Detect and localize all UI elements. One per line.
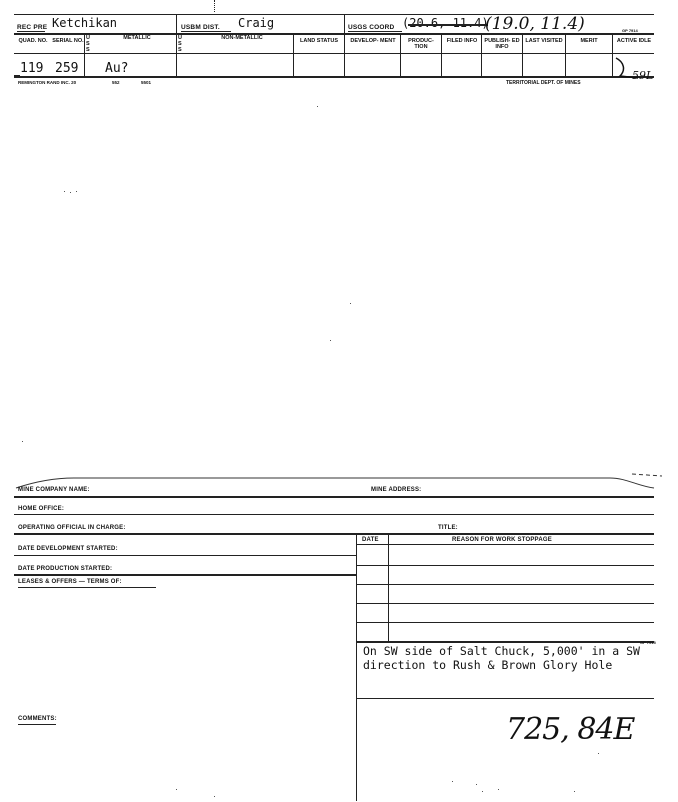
row-rule (14, 555, 356, 556)
comments-underline (18, 724, 56, 725)
title-label: TITLE: (438, 525, 458, 531)
col-sep (293, 33, 294, 76)
record-serial-no: 259 (55, 61, 79, 76)
registration-tick (214, 0, 215, 12)
record-active-idle-mark: 59L (632, 69, 654, 82)
label-underline (17, 31, 45, 32)
col-sep (84, 33, 85, 76)
col-metallic: METALLIC (123, 35, 151, 41)
scan-speck (452, 781, 453, 782)
stoppage-row (356, 641, 654, 643)
col-non-metallic: NON-METALLIC (221, 35, 263, 41)
usgs-coord-label: USGS COORD (348, 24, 395, 31)
rec-pre-label: REC PRE (17, 24, 48, 31)
col-uss-left: U S S (86, 35, 90, 53)
scan-speck (330, 340, 331, 341)
date-development-label: DATE DEVELOPMENT STARTED: (18, 546, 118, 552)
printer-code-1: 552 (112, 80, 120, 85)
col-sep (481, 33, 482, 76)
scan-speck (176, 789, 177, 790)
scan-speck (498, 789, 499, 790)
lower-col-sep (356, 533, 357, 801)
handwritten-coordinate: 725, 84E (506, 712, 635, 747)
mine-company-name-label: MINE COMPANY NAME: (18, 487, 90, 493)
usgs-coord-corrected: (19.0, 11.4) (485, 14, 585, 34)
operating-official-label: OPERATING OFFICIAL IN CHARGE: (18, 525, 126, 531)
card-top-edge (14, 468, 664, 492)
scan-speck (598, 753, 599, 754)
stoppage-row (356, 603, 654, 604)
scan-speck (317, 106, 318, 107)
stoppage-date-header: DATE (362, 537, 379, 543)
record-quad-no: 119 (20, 61, 44, 76)
stoppage-reason-header: REASON FOR WORK STOPPAGE (452, 537, 552, 543)
printer-credit: REMINGTON RAND INC. 20 (18, 80, 77, 85)
leases-underline (18, 587, 156, 588)
scan-speck (22, 441, 23, 442)
scan-speck (214, 796, 215, 797)
col-active-idle: ACTIVE IDLE (616, 38, 652, 44)
row-rule (14, 514, 654, 515)
row-rule (14, 574, 356, 576)
label-underline (348, 31, 402, 32)
location-line-1: On SW side of Salt Chuck, 5,000' in a SW (363, 644, 640, 658)
stoppage-row (356, 565, 654, 566)
usbm-dist-label: USBM DIST. (181, 24, 220, 31)
leases-label: LEASES & OFFERS — TERMS OF: (18, 579, 122, 585)
record-bottom-rule (14, 76, 654, 78)
record-underline (14, 75, 20, 77)
column-header-rule (14, 53, 654, 54)
col-uss-right: U S S (178, 35, 182, 53)
printer-code-2: 5501 (141, 80, 152, 85)
col-production: PRODUC- TION (408, 38, 434, 50)
col-sep (400, 33, 401, 76)
stoppage-row (356, 584, 654, 585)
location-line-2: direction to Rush & Brown Glory Hole (363, 658, 613, 672)
scan-speck (76, 191, 77, 192)
scan-speck (70, 192, 71, 193)
row-rule (14, 533, 654, 535)
home-office-label: HOME OFFICE: (18, 506, 65, 512)
form-number: GP 7914 (622, 28, 638, 33)
record-metallic: Au? (105, 61, 129, 76)
stoppage-header-rule (356, 544, 654, 545)
scan-speck (476, 784, 477, 785)
usbm-dist-value: Craig (238, 16, 275, 30)
col-merit: MERIT (580, 38, 598, 44)
date-production-label: DATE PRODUCTION STARTED: (18, 566, 113, 572)
scan-speck (482, 791, 483, 792)
agency-name: TERRITORIAL DEPT. OF MINES (506, 80, 581, 86)
scan-speck (350, 303, 351, 304)
col-land-status: LAND STATUS (300, 38, 338, 44)
col-sep (344, 14, 345, 76)
col-development: DEVELOP- MENT (350, 38, 396, 44)
col-sep (441, 33, 442, 76)
rec-pre-value: Ketchikan (52, 16, 118, 30)
scan-speck (574, 791, 575, 792)
comments-label: COMMENTS: (18, 716, 57, 722)
col-sep (565, 33, 566, 76)
lower-form-number: GP 7915 (640, 640, 656, 645)
scan-speck (64, 191, 65, 192)
col-filed-info: FILED INFO (446, 38, 478, 44)
col-published-info: PUBLISH- ED INFO (484, 38, 520, 50)
row-rule (14, 496, 654, 498)
comments-divider (356, 698, 654, 699)
col-sep (176, 14, 177, 76)
coord-strikeout (408, 24, 488, 26)
col-serial-no: SERIAL NO. (52, 38, 84, 44)
usgs-coord-value: (20.6, 11.4) (402, 16, 489, 30)
col-quad-no: QUAD. NO. (18, 38, 48, 44)
date-col-sep (388, 533, 389, 641)
col-last-visited: LAST VISITED (525, 38, 563, 44)
check-mark-icon (610, 56, 640, 80)
label-underline (181, 31, 231, 32)
col-sep (522, 33, 523, 76)
mine-address-label: MINE ADDRESS: (371, 487, 422, 493)
stoppage-row (356, 622, 654, 623)
